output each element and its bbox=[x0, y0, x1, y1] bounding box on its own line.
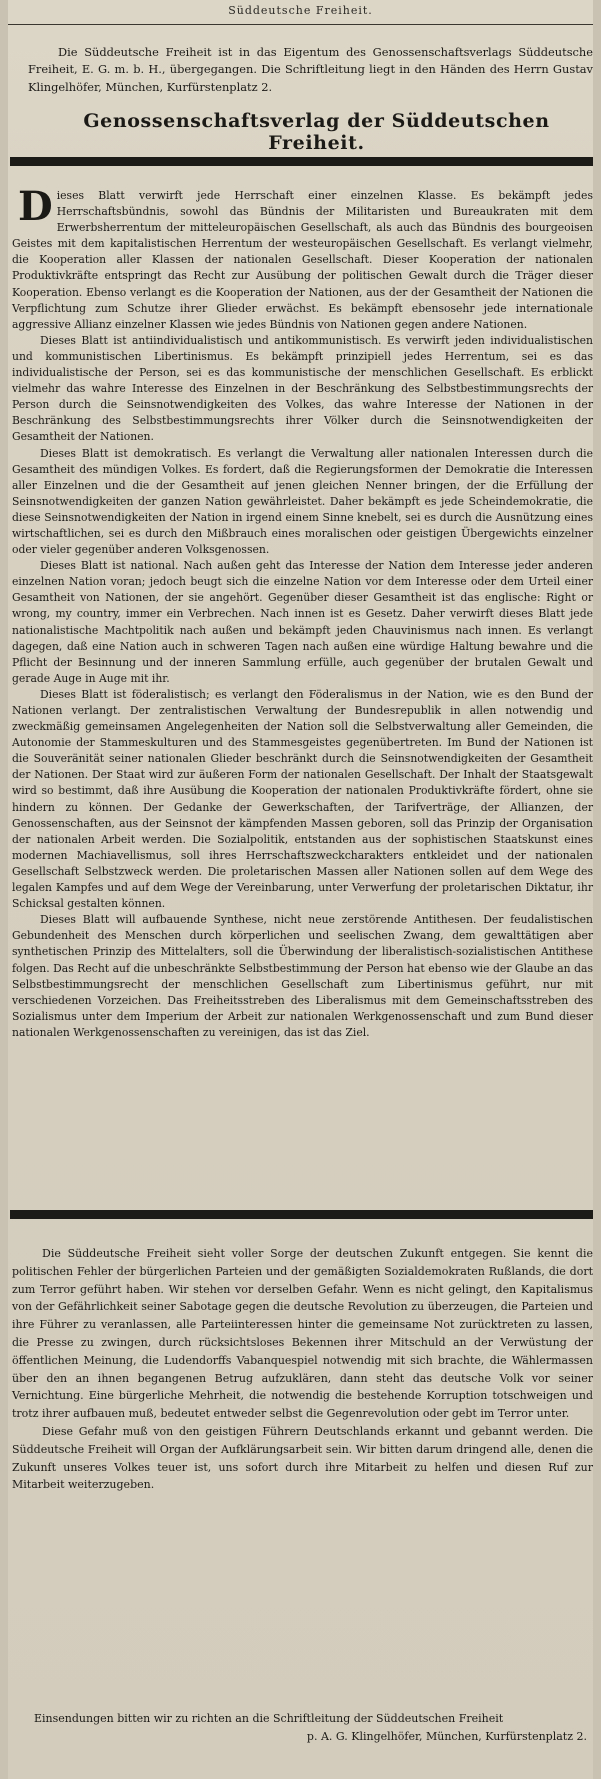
article-paragraph: Dieses Blatt ist antiindividualistisch und antikommunistisch. Es verwirft jeden individualistischen und kommunistischen Libertinismus. Es bekämpft prinzipiell jedes Herrentum, sei es das individualistische der Person, sei es das kommunistische der menschlichen Gesellschaft. Es erblickt vielmehr das wahre Interesse des Einzelnen in der Beschränkung des Selbstbestimmungsrechts der Person durch die Seinsnotwendigkeiten des Volkes, das wahre Interesse der Nationen in der Beschränkung des Selbstbestimmungsrechts ihrer Völker durch die Seinsnotwendigkeiten der Gesamtheit der Nationen. bbox=[12, 333, 593, 444]
program-article bbox=[12, 183, 593, 1041]
appeal-paragraph: Die Süddeutsche Freiheit sieht voller Sorge der deutschen Zukunft entgegen. Sie kennt die politischen Fehler der bürgerlichen Parteien und der gemäßigten Sozialdemokraten Rußlands, die dort zum Terror geführt haben. Wir stehen vor derselben Gefahr. Wenn es nicht gelingt, den Kapitalismus von der Gefährlichkeit seiner Sabotage gegen die deutsche Revolution zu überzeugen, die Parteien und ihre Führer zu veranlassen, alle Parteiinteressen hinter die gemeinsame Not zurücktreten zu lassen, die Presse zu zwingen, durch rücksichtsloses Bekennen ihrer Mitschuld an der Verwüstung der öffentlichen Meinung, die Ludendorffs Vabanquespiel notwendig mit sich brachte, die Wählermassen über den an ihnen begangenen Betrug aufzuklären, dann steht das deutsche Volk vor seiner Vernichtung. Eine bürgerliche Mehrheit, die notwendig die bestehende Korruption totschweigen und trotz ihrer aufbauen muß, bedeutet entweder selbst die Gegenrevolution oder gebt im Terror unter. bbox=[12, 1247, 593, 1421]
signoff-address: p. A. G. Klingelhöfer, München, Kurfürstenplatz 2. bbox=[306, 1729, 587, 1743]
article-paragraph: Dieses Blatt ist demokratisch. Es verlangt die Verwaltung aller nationalen Interessen durch die Gesamtheit des mündigen Volkes. Es fordert, daß die Regierungsformen der Demokratie die Interessen aller Einzelnen und die der Gesamtheit auf jenen gleichen Nenner bringen, der die Erfüllung der Seinsnotwendigkeiten der ganzen Nation gewährleistet. Daher bekämpft es jede Scheindemokratie, die diese Seinsnotwendigkeiten der Nation in irgend einem Sinne knebelt, sei es durch die Ausnützung eines wirtschaftlichen, sei es durch den Mißbrauch eines moralischen oder geistigen Übergewichts einzelner oder vieler gegenüber anderen Volksgenossen. bbox=[12, 446, 593, 557]
submission-line: Einsendungen bitten wir zu richten an die Schriftleitung der Süddeutschen Freiheit bbox=[34, 1712, 504, 1725]
section-rule-bottom bbox=[10, 1210, 593, 1219]
publisher-imprint: Genossenschaftsverlag der Süddeutschen Freiheit. bbox=[83, 110, 550, 154]
section-rule-top bbox=[10, 157, 593, 166]
article-paragraph: Dieses Blatt will aufbauende Synthese, nicht neue zerstörende Antithesen. Der feudalistischen Gebundenheit des Menschen durch körperlichen und seelischen Zwang, dem gewalttätigen aber synthetischen Prinzip des Mittelalters, soll die Überwindung der liberalistisch-sozialistischen Antithese folgen. Das Recht auf die unbeschränkte Selbstbestimmung der Person hat ebenso wie der Glaube an das Selbstbestimmungsrecht der menschlichen Gesellschaft zum Libertinismus geführt, nur mit verschiedenen Vorzeichen. Das Freiheitsstreben des Liberalismus mit dem Gemeinschaftsstreben des Sozialismus unter dem Imperium der Arbeit zur nationalen Werkgenossenschaft und zum Bund dieser nationalen Werkgenossenschaften zu vereinigen, das ist das Ziel. bbox=[12, 913, 593, 1039]
running-head: Süddeutsche Freiheit. bbox=[228, 4, 373, 17]
article-paragraph: Dieses Blatt ist föderalistisch; es verlangt den Föderalismus in der Nation, wie es den Bund der Nationen verlangt. Der zentralistischen Verwaltung der Bundesrepublik in allen notwendig und zweckmäßig gemeinsamen Angelegenheiten der Nation soll die Selbstverwaltung aller Gemeinden, die Autonomie der Stammeskulturen und des Stammesgeistes gegenübertreten. Im Bund der Nationen ist die Souveränität seiner nationalen Glieder beschränkt durch die Seinsnotwendigkeiten der Gesamtheit der Nationen. Der Staat wird zur äußeren Form der nationalen Gesellschaft. Der Inhalt der Staatsgewalt wird so bestimmt, daß ihre Ausübung die Kooperation der nationalen Produktivkräfte fördert, ohne sie hindern zu können. Der Gedanke der Gewerkschaften, der Tarifverträge, der Allianzen, der Genossenschaften, aus der Seinsnot der kämpfenden Massen geboren, soll das Prinzip der Organisation der nationalen Arbeit werden. Die Sozialpolitik, entstanden aus der sophistischen Staatskunst eines modernen Machiavellismus, soll ihres Herrschaftszweckcharakters entkleidet und der nationalen Gesellschaft Selbstzweck werden. Die proletarischen Massen aller Nationen sollen auf dem Wege des legalen Kampfes und auf dem Wege der Vereinbarung, unter Verwerfung der proletarischen Diktatur, ihr Schicksal gestalten können. bbox=[12, 687, 593, 911]
ownership-notice: Die Süddeutsche Freiheit ist in das Eigentum des Genossenschaftsverlags Süddeutsche Freiheit, E. G. m. b. H., übergegangen. Die Schriftleitung liegt in den Händen des Herrn Gustav Klingelhöfer, München, Kurfürstenplatz 2. bbox=[28, 45, 593, 94]
appeal-section bbox=[12, 1245, 593, 1494]
article-paragraph: Dieses Blatt verwirft jede Herrschaft einer einzelnen Klasse. Es bekämpft jedes Herrschaftsbündnis, sowohl das Bündnis der Militaristen und Bureaukraten mit dem Erwerbsherrentum der mitteleuropäischen Gesellschaft, als auch das Bündnis des bourgeoisen Geistes mit dem kapitalistischen Herrentum der westeuropäischen Gesellschaft. Es verlangt vielmehr, die Kooperation aller Klassen der nationalen Gesellschaft. Dieser Kooperation der nationalen Produktivkräfte entspringt das Recht zur Ausübung der politischen Gewalt durch die Träger dieser Kooperation. Ebenso verlangt es die Kooperation der Nationen, aus der der Gesamtheit der Nationen die Verpflichtung zum Schutze ihrer Glieder erwächst. Es bekämpft ebensosehr jede internationale aggressive Allianz einzelner Klassen wie jedes Bündnis von Nationen gegen andere Nationen. bbox=[12, 183, 593, 331]
submission-signoff bbox=[12, 1710, 587, 1746]
header-rule bbox=[8, 24, 593, 25]
drop-cap: D bbox=[18, 183, 53, 230]
appeal-paragraph: Diese Gefahr muß von den geistigen Führern Deutschlands erkannt und gebannt werden. Die Süddeutsche Freiheit will Organ der Aufklärungsarbeit sein. Wir bitten darum dringend alle, denen die Zukunft unseres Volkes teuer ist, uns sofort durch ihre Mitarbeit zu helfen und diesen Ruf zur Mitarbeit weiterzugeben. bbox=[12, 1424, 593, 1492]
left-gutter bbox=[0, 0, 8, 1779]
article-paragraph: Dieses Blatt ist national. Nach außen geht das Interesse der Nation dem Interesse jeder anderen einzelnen Nation voran; jedoch beugt sich die einzelne Nation vor dem Interesse oder dem Urteil einer Gesamtheit von Nationen, der sie angehört. Gegenüber dieser Gesamtheit ist das englische: Right or wrong, my country, immer ein Verbrechen. Nach innen ist es Gesetz. Daher verwirft dieses Blatt jede nationalistische Machtpolitik nach außen und bekämpft jeden Chauvinismus nach innen. Es verlangt dagegen, daß eine Nation auch in schweren Tagen nach außen eine würdige Haltung bewahre und die Pflicht der Besinnung und der inneren Sammlung erfülle, auch gegenüber der brutalen Gewalt und gerade Auge in Auge mit ihr. bbox=[12, 559, 593, 685]
right-gutter bbox=[593, 0, 601, 1779]
